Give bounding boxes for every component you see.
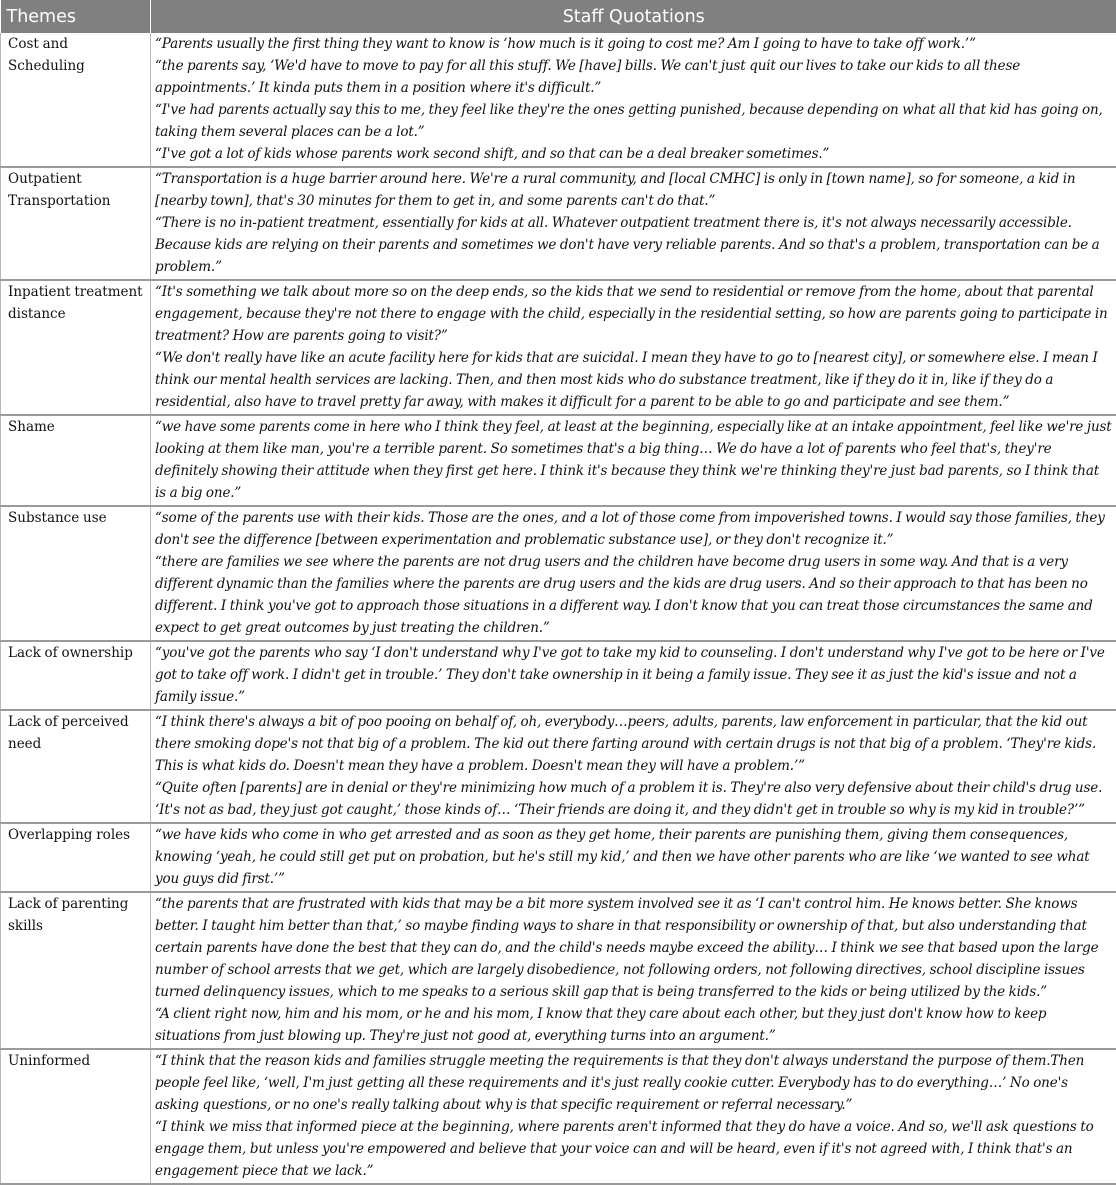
table-row: [1, 33, 1116, 167]
staff-quotation: “we have some parents come in here who I think they feel, at least at the beginning, especially like at an intake appointment, feel like we're just looking at them like man, you're a terrible parent. So sometimes that's a big thing… We do have a lot of parents who feel that's, they're definitely showing their attitude when they first get here. I think it's because they think we're thinking they're just bad parents, so I think that is a big one.”: [155, 416, 1112, 504]
staff-quotation: “I think there's always a bit of poo pooing on behalf of, oh, everybody…peers, adults, parents, law enforcement in particular, that the kid out there smoking dope's not that big of a problem. The kid out there farting around with certain drugs is not that big of a problem. ‘They're kids. This is what kids do. Doesn't mean they have a problem. Doesn't mean they will have a problem.’”: [155, 711, 1112, 777]
table-row: [1, 280, 1116, 415]
staff-quotation: “some of the parents use with their kids. Those are the ones, and a lot of those come from impoverished towns. I would say those families, they don't see the difference [between experimentation and problematic substance use], or they don't recognize it.”: [155, 507, 1112, 551]
staff-quotation: “I think that the reason kids and families struggle meeting the requirements is that they don't always understand the purpose of them.Then people feel like, ‘well, I'm just getting all these requirements and it's just really cookie cutter. Everybody has to do everything…’ No one's asking questions, or no one's really talking about why is that specific requirement or referral necessary.”: [155, 1050, 1112, 1116]
theme-cell: Lack of parenting skills: [1, 892, 151, 1049]
staff-quotation: “A client right now, him and his mom, or he and his mom, I know that they care about each other, but they just don't know how to keep situations from just blowing up. They're just not good at, everything turns into an argument.”: [155, 1003, 1112, 1047]
theme-cell: Substance use: [1, 506, 151, 641]
quotations-cell: [151, 641, 1116, 710]
staff-quotation: “I've had parents actually say this to me, they feel like they're the ones getting punished, because depending on what all that kid has going on, taking them several places can be a lot.”: [155, 99, 1112, 143]
theme-cell: Lack of perceived need: [1, 710, 151, 823]
table-row: [1, 710, 1116, 823]
quotations-cell: [151, 167, 1116, 280]
staff-quotation: “there are families we see where the parents are not drug users and the children have become drug users in some way. And that is a very different dynamic than the families where the parents are drug users and the kids are drug users. And so their approach to that has been no different. I think you've got to approach those situations in a different way. I don't know that you can treat those circumstances the same and expect to get great outcomes by just treating the children.”: [155, 551, 1112, 639]
table-header-row: [1, 0, 1116, 33]
quotations-cell: [151, 33, 1116, 167]
staff-quotation: “It's something we talk about more so on the deep ends, so the kids that we send to residential or remove from the home, about that parental engagement, because they're not there to engage with the child, especially in the residential setting, so how are parents going to participate in treatment? How are parents going to visit?”: [155, 281, 1112, 347]
table-row: [1, 641, 1116, 710]
quotations-column-header: Staff Quotations: [151, 0, 1116, 33]
staff-quotation: “There is no in-patient treatment, essentially for kids at all. Whatever outpatient treatment there is, it's not always necessarily accessible. Because kids are relying on their parents and sometimes we don't have very reliable parents. And so that's a problem, transportation can be a problem.”: [155, 212, 1112, 278]
quotations-cell: [151, 280, 1116, 415]
quotations-cell: [151, 892, 1116, 1049]
theme-cell: Outpatient Transportation: [1, 167, 151, 280]
quotations-cell: [151, 823, 1116, 892]
table-row: [1, 506, 1116, 641]
staff-quotation: “Transportation is a huge barrier around here. We're a rural community, and [local CMHC] is only in [town name], so for someone, a kid in [nearby town], that's 30 minutes for them to get in, and some parents can't do that.”: [155, 168, 1112, 212]
table-row: [1, 823, 1116, 892]
table-row: [1, 1049, 1116, 1184]
themes-column-header: Themes: [1, 0, 151, 33]
table-row: [1, 415, 1116, 506]
quotations-cell: [151, 710, 1116, 823]
table-row: [1, 167, 1116, 280]
table-body: [1, 33, 1116, 1184]
staff-quotation: “Quite often [parents] are in denial or they're minimizing how much of a problem it is. They're also very defensive about their child's drug use. ‘It's not as bad, they just got caught,’ those kinds of… ‘Their friends are doing it, and they didn't get in trouble so why is my kid in trouble?’”: [155, 777, 1112, 821]
theme-cell: Lack of ownership: [1, 641, 151, 710]
staff-quotation: “We don't really have like an acute facility here for kids that are suicidal. I mean they have to go to [nearest city], or somewhere else. I mean I think our mental health services are lacking. Then, and then most kids who do substance treatment, like if they do it in, like if they do a residential, also have to travel pretty far away, with makes it difficult for a parent to be able to go and participate and see them.”: [155, 347, 1112, 413]
staff-quotation: “Parents usually the first thing they want to know is ‘how much is it going to cost me? Am I going to have to take off work.’”: [155, 33, 1112, 55]
table-row: [1, 892, 1116, 1049]
theme-cell: Uninformed: [1, 1049, 151, 1184]
staff-quotation: “I think we miss that informed piece at the beginning, where parents aren't informed that they do have a voice. And so, we'll ask questions to engage them, but unless you're empowered and believe that your voice can and will be heard, even if it's not agreed with, I think that's an engagement piece that we lack.”: [155, 1116, 1112, 1182]
theme-cell: Inpatient treatment distance: [1, 280, 151, 415]
staff-quotation: “you've got the parents who say ‘I don't understand why I've got to take my kid to counseling. I don't understand why I've got to be here or I've got to take off work. I didn't get in trouble.’ They don't take ownership in it being a family issue. They see it as just the kid's issue and not a family issue.”: [155, 642, 1112, 708]
staff-quotation: “the parents say, ‘We'd have to move to pay for all this stuff. We [have] bills. We can't just quit our lives to take our kids to all these appointments.’ It kinda puts them in a position where it's difficult.”: [155, 55, 1112, 99]
theme-cell: Shame: [1, 415, 151, 506]
quotations-cell: [151, 415, 1116, 506]
quotations-cell: [151, 506, 1116, 641]
staff-quotation: “the parents that are frustrated with kids that may be a bit more system involved see it as ‘I can't control him. He knows better. She knows better. I taught him better than that,’ so maybe finding ways to share in that responsibility or ownership of that, but also understanding that certain parents have done the best that they can do, and the child's needs maybe exceed the ability… I think we see that based upon the large number of school arrests that we get, which are largely disobedience, not following orders, not following directives, school discipline issues turned delinquency issues, which to me speaks to a serious skill gap that is being transferred to the kids or being utilized by the kids.”: [155, 893, 1112, 1003]
theme-cell: Overlapping roles: [1, 823, 151, 892]
theme-cell: Cost and Scheduling: [1, 33, 151, 167]
staff-quotation: “we have kids who come in who get arrested and as soon as they get home, their parents are punishing them, giving them consequences, knowing ‘yeah, he could still get put on probation, but he's still my kid,’ and then we have other parents who are like ‘we wanted to see what you guys did first.’”: [155, 824, 1112, 890]
staff-quotation: “I've got a lot of kids whose parents work second shift, and so that can be a deal breaker sometimes.”: [155, 143, 1112, 165]
quotations-cell: [151, 1049, 1116, 1184]
